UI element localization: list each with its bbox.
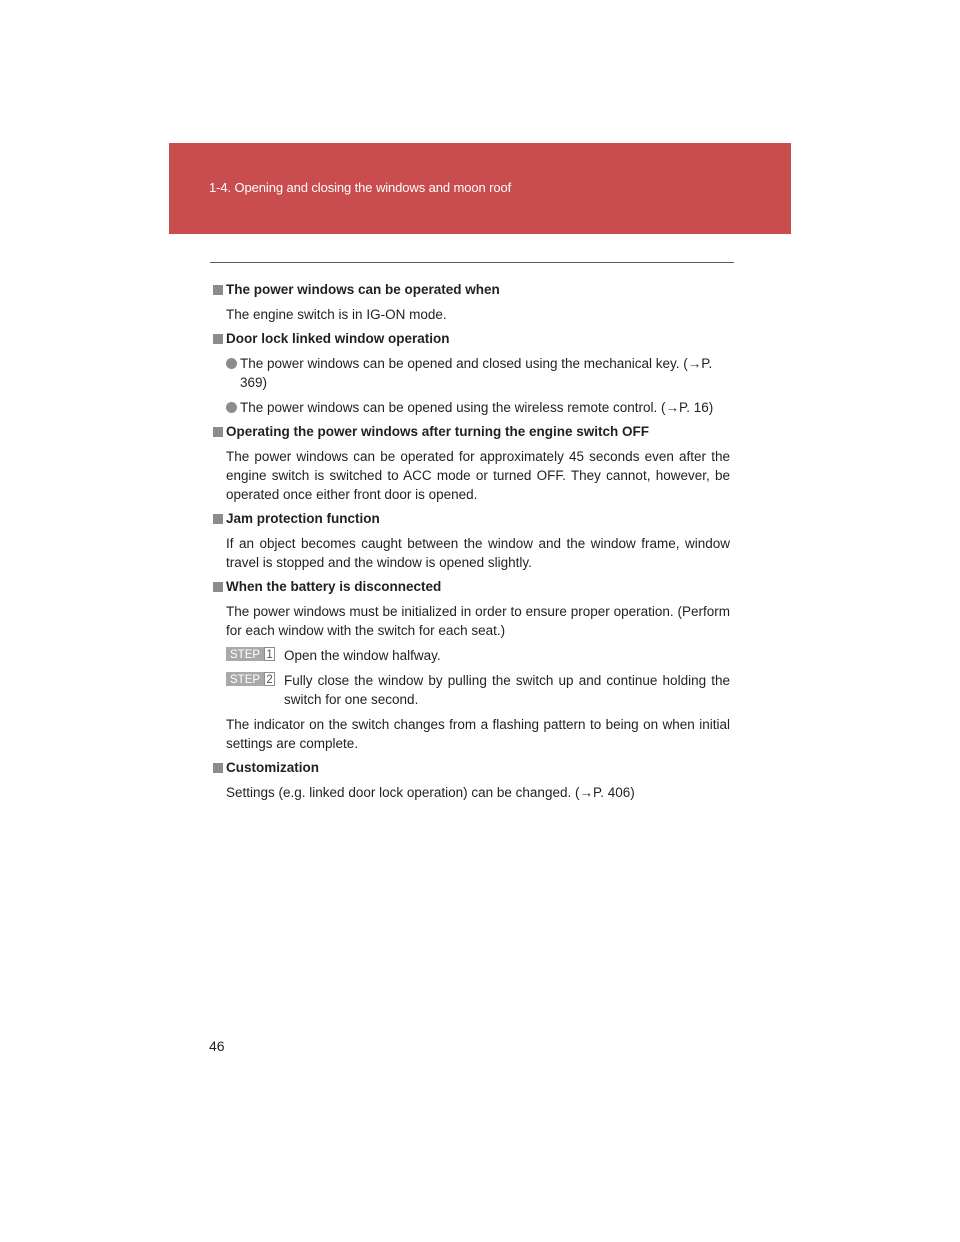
section-header-band bbox=[169, 143, 791, 234]
divider-rule bbox=[210, 262, 734, 263]
paragraph: The indicator on the switch changes from a flashing pattern to being on when initial settings are complete. bbox=[226, 717, 730, 751]
heading-door-lock-linked: Door lock linked window operation bbox=[210, 329, 730, 348]
paragraph: The engine switch is in IG-ON mode. bbox=[226, 307, 447, 322]
paragraph: If an object becomes caught between the window and the window frame, window travel is stopped and the window is opened slightly. bbox=[226, 536, 730, 570]
step-badge: STEP 1 bbox=[226, 647, 275, 661]
section-title: 1-4. Opening and closing the windows and moon roof bbox=[209, 180, 512, 195]
circle-bullet-icon bbox=[226, 358, 237, 369]
step-item: STEP 2 Fully close the window by pulling the switch up and continue holding the switch for one second. bbox=[284, 671, 730, 709]
page-number: 46 bbox=[209, 1038, 225, 1054]
heading-operable-when: The power windows can be operated when bbox=[210, 280, 730, 299]
square-bullet-icon bbox=[213, 763, 223, 773]
square-bullet-icon bbox=[213, 582, 223, 592]
heading-customization: Customization bbox=[210, 758, 730, 777]
heading-after-engine-off: Operating the power windows after turning the engine switch OFF bbox=[210, 422, 730, 441]
heading-battery-disconnected: When the battery is disconnected bbox=[210, 577, 730, 596]
square-bullet-icon bbox=[213, 514, 223, 524]
paragraph: Settings (e.g. linked door lock operation) can be changed. (→P. 406) bbox=[226, 785, 635, 800]
step-item: STEP 1 Open the window halfway. bbox=[284, 646, 730, 665]
square-bullet-icon bbox=[213, 334, 223, 344]
step-badge: STEP 2 bbox=[226, 672, 275, 686]
square-bullet-icon bbox=[213, 285, 223, 295]
main-content bbox=[210, 280, 730, 802]
heading-jam-protection: Jam protection function bbox=[210, 509, 730, 528]
circle-bullet-icon bbox=[226, 402, 237, 413]
list-item: The power windows can be opened using the wireless remote control. (→P. 16) bbox=[226, 398, 730, 417]
paragraph: The power windows can be operated for approximately 45 seconds even after the engine switch is switched to ACC mode or turned OFF. They cannot, however, be operated once either front door is opened. bbox=[226, 449, 730, 502]
square-bullet-icon bbox=[213, 427, 223, 437]
list-item: The power windows can be opened and closed using the mechanical key. (→P. 369) bbox=[226, 354, 730, 392]
paragraph: The power windows must be initialized in order to ensure proper operation. (Perform for each window with the switch for each seat.) bbox=[226, 604, 730, 638]
